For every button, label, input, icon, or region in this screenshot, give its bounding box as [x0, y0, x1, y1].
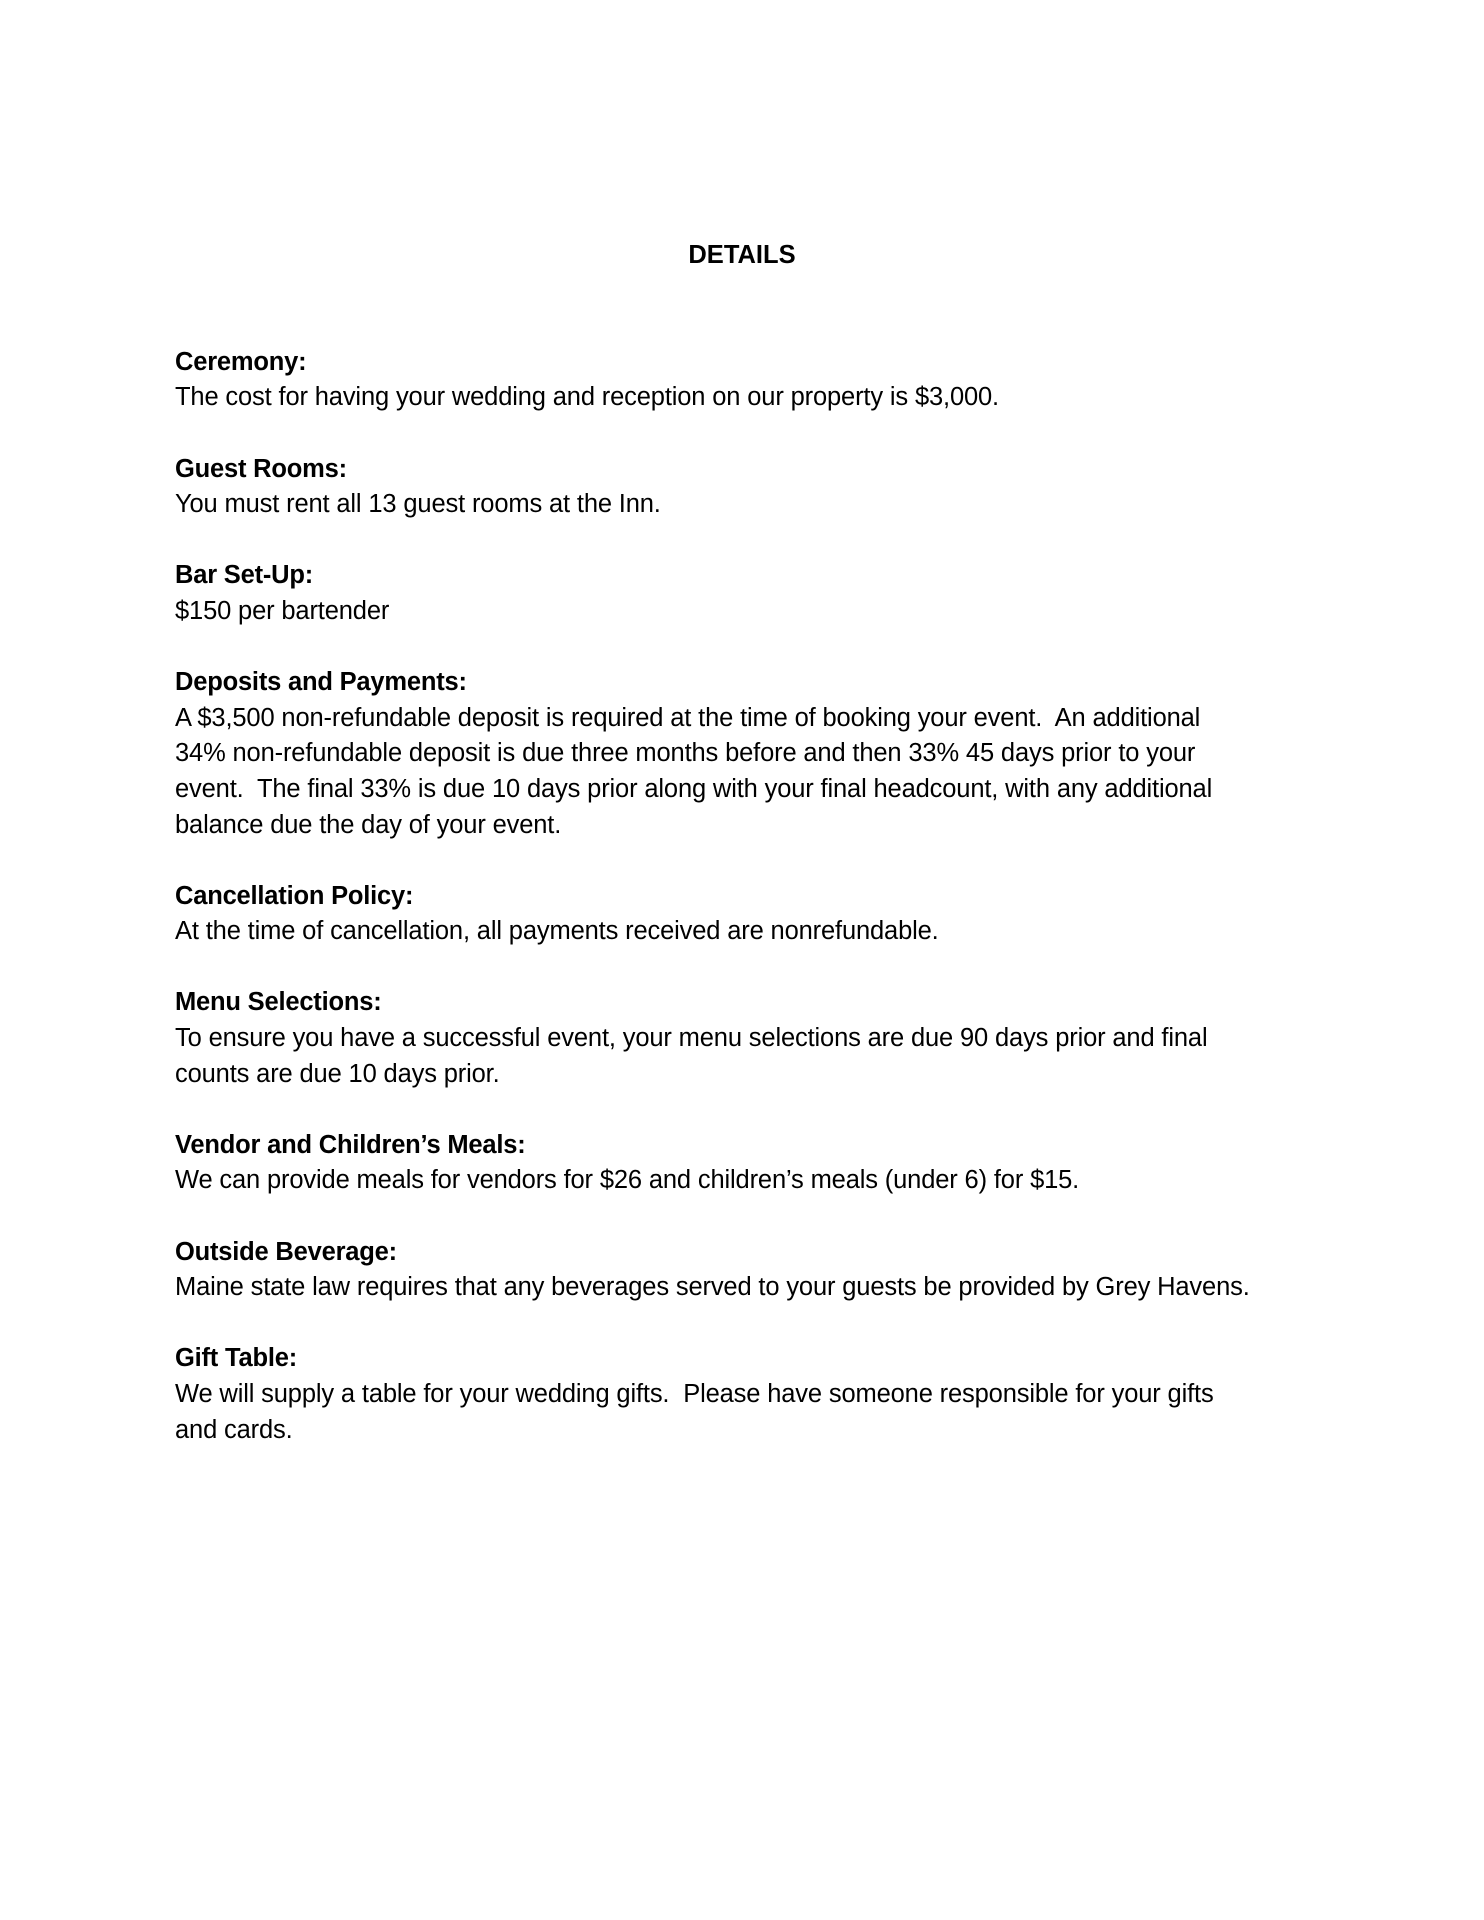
- section-text: balance due the day of your event.: [175, 810, 562, 839]
- section-text: event. The final 33% is due 10 days prior along with your final headcount, with any additional: [175, 774, 1213, 803]
- section-heading: Vendor and Children’s Meals:: [175, 1130, 526, 1159]
- section-heading: Bar Set-Up:: [175, 561, 314, 590]
- section-text: The cost for having your wedding and reception on our property is $3,000.: [175, 383, 999, 412]
- page-title: DETAILS: [688, 241, 796, 269]
- section-heading: Gift Table:: [175, 1344, 297, 1373]
- section-outside-beverage: [175, 1235, 1335, 1306]
- section-heading: Outside Beverage:: [175, 1237, 397, 1266]
- section-guest-rooms: [175, 452, 1335, 523]
- section-heading: Ceremony:: [175, 347, 307, 376]
- section-text: To ensure you have a successful event, your menu selections are due 90 days prior and final: [175, 1024, 1208, 1053]
- section-text: counts are due 10 days prior.: [175, 1059, 500, 1088]
- section-heading: Menu Selections:: [175, 988, 382, 1017]
- section-cancellation-policy: [175, 879, 1335, 950]
- section-text: We can provide meals for vendors for $26 and children’s meals (under 6) for $15.: [175, 1166, 1080, 1195]
- section-text: Maine state law requires that any beverages served to your guests be provided by Grey Havens.: [175, 1273, 1250, 1302]
- section-text: You must rent all 13 guest rooms at the Inn.: [175, 490, 661, 519]
- document-body: [175, 238, 1335, 1484]
- section-gift-table: [175, 1341, 1335, 1448]
- section-text: 34% non-refundable deposit is due three months before and then 33% 45 days prior to your: [175, 739, 1196, 768]
- section-text: and cards.: [175, 1415, 293, 1444]
- section-heading: Deposits and Payments:: [175, 668, 467, 697]
- section-menu-selections: [175, 985, 1335, 1092]
- section-bar-set-up: [175, 558, 1335, 629]
- section-ceremony: [175, 345, 1335, 416]
- section-deposits-and-payments: [175, 665, 1335, 843]
- section-text: We will supply a table for your wedding gifts. Please have someone responsible for your gifts: [175, 1380, 1214, 1408]
- section-heading: Guest Rooms:: [175, 454, 347, 483]
- section-heading: Cancellation Policy:: [175, 881, 414, 910]
- section-text: At the time of cancellation, all payments received are nonrefundable.: [175, 917, 939, 946]
- section-text: A $3,500 non-refundable deposit is required at the time of booking your event. An additional: [175, 703, 1201, 732]
- section-vendor-and-childrens-meals: [175, 1128, 1335, 1199]
- section-text: $150 per bartender: [175, 596, 390, 625]
